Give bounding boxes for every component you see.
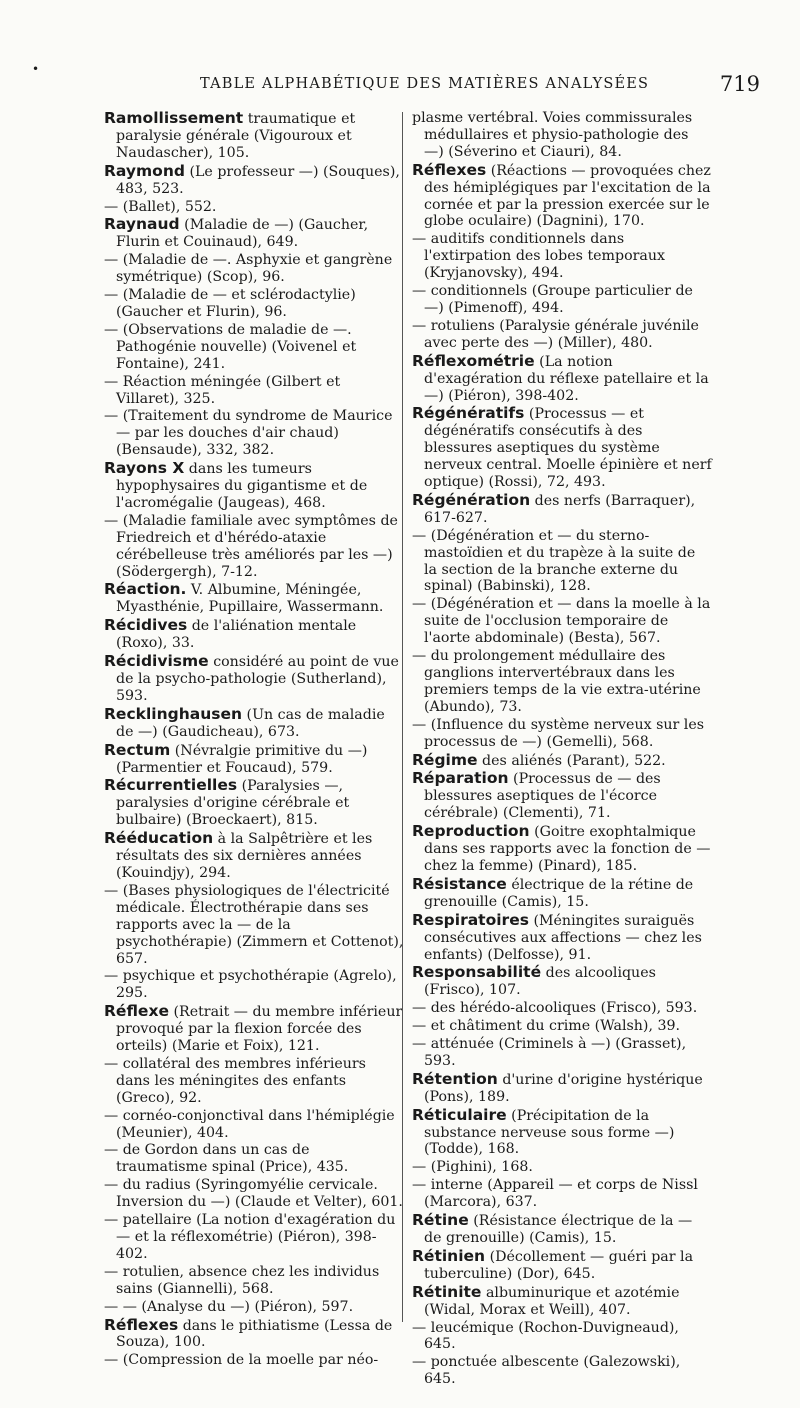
index-entry [104, 617, 404, 652]
column-rule [402, 112, 403, 1322]
entry-text: (Maladie de —) (Gaucher, Flurin et Couinaud), 649. [116, 217, 369, 251]
index-entry [412, 1284, 712, 1319]
entry-text: — (Maladie familiale avec symptômes de Friedreich et d'hérédo-ataxie cérébelleuse très améliorés par les —) (Södergergh), 7-12. [104, 512, 398, 580]
index-entry [412, 752, 712, 770]
index-entry [412, 1159, 712, 1176]
entry-heading: Rayons X [104, 459, 185, 478]
running-title: TABLE ALPHABÉTIQUE DES MATIÈRES ANALYSÉES [200, 76, 650, 92]
entry-text: — (Bases physiologiques de l'électricité médicale. Électrothérapie dans ses rapports avec la — de la psychothérapie) (Zimmern et Cottenot), 657. [104, 882, 404, 967]
index-entry [104, 322, 404, 373]
index-entry [104, 706, 404, 741]
index-entry [104, 216, 404, 251]
index-entry [104, 883, 404, 968]
entry-text: (Méningites suraiguës consécutives aux affections — chez les enfants) (Delfosse), 91. [424, 912, 702, 963]
index-entry [412, 405, 712, 491]
index-entry [104, 1317, 404, 1352]
entry-text: — auditifs conditionnels dans l'extirpation des lobes temporaux (Kryjanovsky), 494. [412, 231, 665, 282]
margin-mark: • [32, 62, 40, 76]
entry-text: (Retrait — du membre inférieur provoqué par la flexion forcée des orteils) (Marie et Foix), 121. [116, 1004, 403, 1055]
entry-text: — du radius (Syringomyélie cervicale. Inversion du —) (Claude et Velter), 601. [104, 1177, 403, 1211]
entry-text: — rotuliens (Paralysie générale juvénile avec perte des —) (Miller), 480. [412, 317, 699, 351]
entry-heading: Réticulaire [412, 1105, 507, 1124]
index-entry [104, 287, 404, 321]
index-entry [104, 1212, 404, 1263]
entry-text: (Processus de — des blessures aseptiques de l'écorce cérébrale) (Clementi), 71. [424, 771, 661, 822]
index-entry [412, 283, 712, 317]
index-entry [412, 717, 712, 751]
entry-text: traumatique et paralysie générale (Vigouroux et Naudascher), 105. [116, 111, 356, 161]
entry-heading: Régénératifs [412, 404, 525, 423]
index-entry [104, 460, 404, 512]
index-entry [412, 528, 712, 596]
index-entry [104, 581, 404, 616]
index-entry [412, 1354, 712, 1388]
entry-heading: Rectum [104, 740, 171, 759]
index-entry [412, 876, 712, 911]
entry-heading: Récidivisme [104, 652, 209, 671]
index-entry [412, 912, 712, 964]
index-entry [104, 513, 404, 581]
left-column [104, 110, 404, 1370]
entry-text: — conditionnels (Groupe particulier de —) (Pimenoff), 494. [412, 283, 693, 316]
entry-text: (Décollement — guéri par la tuberculine) (Dor), 645. [424, 1248, 694, 1282]
entry-heading: Ramollissement [104, 109, 244, 127]
page-header [100, 72, 760, 98]
index-entry [104, 110, 404, 162]
entry-text: — interne (Appareil — et corps de Nissl (Marcora), 637. [412, 1177, 698, 1211]
index-entry [104, 830, 404, 882]
index-entry [104, 1142, 404, 1176]
entry-text: des nerfs (Barraquer), 617-627. [424, 492, 696, 526]
entry-heading: Rétinien [412, 1246, 486, 1265]
entry-heading: Rétention [412, 1069, 498, 1088]
index-entry [104, 653, 404, 705]
index-entry [412, 492, 712, 527]
entry-heading: Rétine [412, 1211, 469, 1230]
entry-text: — (Traitement du syndrome de Maurice — par les douches d'air chaud) (Bensaude), 332, 382. [104, 408, 393, 459]
entry-heading: Réflexes [104, 1315, 179, 1334]
entry-text: — atténuée (Criminels à —) (Grasset), 593. [412, 1036, 687, 1069]
index-entry [104, 777, 404, 829]
index-entry [412, 823, 712, 875]
entry-text: — (Observations de maladie de —. Pathogénie nouvelle) (Voivenel et Fontaine), 241. [104, 321, 357, 372]
entry-text: — collatéral des membres inférieurs dans les méningites des enfants (Greco), 92. [104, 1055, 366, 1106]
entry-text: (Névralgie primitive du —) (Parmentier et Foucaud), 579. [116, 742, 368, 776]
entry-text: (Précipitation de la substance nerveuse sous forme —) (Todde), 168. [424, 1107, 675, 1158]
entry-text: — (Compression de la moelle par néo- [104, 1352, 379, 1369]
entry-heading: Résistance [412, 874, 507, 893]
entry-heading: Régime [412, 750, 478, 769]
entry-text: (Goitre exophtalmique dans ses rapports avec la fonction de — chez la femme) (Pinard), 185. [424, 824, 711, 874]
entry-text: albuminurique et azotémie (Widal, Morax et Weill), 407. [424, 1284, 680, 1318]
entry-text: — de Gordon dans un cas de traumatisme spinal (Price), 435. [104, 1142, 349, 1176]
page-number: 719 [719, 72, 760, 96]
entry-text: des alcooliques (Frisco), 107. [424, 965, 656, 999]
index-entry [104, 1299, 404, 1316]
entry-text: — rotulien, absence chez les individus sains (Giannelli), 568. [104, 1263, 380, 1297]
index-entry [412, 110, 712, 161]
index-entry [412, 231, 712, 282]
entry-text: à la Salpêtrière et les résultats des six dernières années (Kouindjy), 294. [116, 831, 373, 881]
entry-heading: Recklinghausen [104, 704, 243, 723]
index-entry [412, 1018, 712, 1035]
entry-text: — ponctuée albescente (Galezowski), 645. [412, 1354, 681, 1388]
entry-heading: Rééducation [104, 829, 214, 848]
index-entry [104, 1177, 404, 1211]
index-entry [104, 1056, 404, 1107]
entry-text: des aliénés (Parant), 522. [482, 752, 666, 769]
entry-heading: Raymond [104, 161, 185, 180]
entry-text: d'urine d'origine hystérique (Pons), 189. [424, 1071, 703, 1105]
entry-text: — (Dégénération et — dans la moelle à la suite de l'occlusion temporaire de l'aorte abdominale) (Besta), 567. [412, 596, 711, 647]
index-entry [104, 252, 404, 286]
entry-text: (Réactions — provoquées chez des hémiplégiques par l'excitation de la cornée et par la pression exercée sur le globe oculaire) (Dagnini), 170. [424, 162, 711, 230]
entry-text: (Processus — et dégénératifs consécutifs à des blessures aseptiques du système nerveux central. Moelle épinière et nerf optique) (Rossi), 72, 493. [424, 406, 712, 491]
index-entry [412, 1071, 712, 1106]
entry-text: (Le professeur —) (Souques), 483, 523. [116, 163, 400, 197]
entry-text: — cornéo-conjonctival dans l'hémiplégie (Meunier), 404. [104, 1107, 395, 1141]
entry-heading: Rétinite [412, 1282, 482, 1301]
index-entry [104, 1264, 404, 1298]
entry-text: — leucémique (Rochon-Duvigneaud), 645. [412, 1319, 679, 1353]
entry-heading: Respiratoires [412, 910, 529, 929]
entry-text: — — (Analyse du —) (Piéron), 597. [104, 1298, 354, 1315]
index-entry [412, 1212, 712, 1247]
entry-text: — psychique et psychothérapie (Agrelo), 295. [104, 968, 397, 1002]
index-entry [412, 318, 712, 352]
entry-text: — des hérédo-alcooliques (Frisco), 593. [412, 1000, 698, 1017]
entry-heading: Responsabilité [412, 963, 542, 982]
index-entry [412, 1177, 712, 1211]
index-entry [104, 968, 404, 1002]
entry-text: (Un cas de maladie de —) (Gaudicheau), 673. [116, 706, 385, 740]
index-entry [412, 1248, 712, 1283]
index-entry [104, 1003, 404, 1055]
entry-text: V. Albumine, Méningée, Myasthénie, Pupillaire, Wassermann. [116, 582, 384, 616]
index-entry [104, 163, 404, 198]
entry-heading: Régénération [412, 490, 531, 509]
entry-text: dans le pithiatisme (Lessa de Souza), 100. [116, 1317, 393, 1351]
entry-text: — (Ballet), 552. [104, 198, 217, 215]
index-entry [104, 199, 404, 216]
index-entry [104, 374, 404, 408]
entry-text: — du prolongement médullaire des ganglions intervertébraux dans les premiers temps de la vie extra-utérine (Abundo), 73. [412, 648, 701, 715]
index-entry [412, 1320, 712, 1354]
index-entry [412, 1107, 712, 1159]
entry-heading: Réflexométrie [412, 351, 535, 370]
entry-text: de l'aliénation mentale (Roxo), 33. [116, 618, 357, 652]
index-entry [104, 1352, 404, 1369]
index-entry [412, 1036, 712, 1070]
entry-text: considéré au point de vue de la psycho-pathologie (Sutherland), 593. [116, 654, 399, 704]
entry-text: — patellaire (La notion d'exagération du — et la réflexométrie) (Piéron), 398-402. [104, 1212, 396, 1262]
entry-text: — (Maladie de —. Asphyxie et gangrène symétrique) (Scop), 96. [104, 252, 393, 286]
entry-text: (Résistance électrique de la — de grenouille) (Camis), 15. [424, 1213, 693, 1246]
entry-text: — (Dégénération et — du sterno-mastoïdien et du trapèze à la suite de la section de la branche externe du spinal) (Babinski), 128. [412, 527, 696, 595]
entry-text: — (Influence du système nerveux sur les processus de —) (Gemelli), 568. [412, 716, 705, 750]
entry-heading: Récidives [104, 616, 188, 635]
entry-text: — et châtiment du crime (Walsh), 39. [412, 1018, 681, 1035]
entry-text: — (Maladie de — et sclérodactylie) (Gaucher et Flurin), 96. [104, 287, 356, 320]
entry-heading: Réflexe [104, 1002, 169, 1021]
index-entry [412, 353, 712, 405]
index-entry [412, 648, 712, 716]
entry-heading: Reproduction [412, 822, 530, 841]
right-column [412, 110, 712, 1389]
entry-text: — (Pighini), 168. [412, 1159, 533, 1176]
index-entry [412, 770, 712, 822]
entry-heading: Réparation [412, 769, 509, 788]
index-entry [412, 1000, 712, 1017]
entry-text: électrique de la rétine de grenouille (Camis), 15. [424, 876, 694, 910]
entry-heading: Réflexes [412, 160, 487, 179]
entry-heading: Réaction. [104, 580, 187, 599]
index-entry [104, 742, 404, 777]
index-entry [412, 964, 712, 999]
index-entry [412, 162, 712, 231]
entry-text: (La notion d'exagération du réflexe patellaire et la —) (Piéron), 398-402. [424, 353, 709, 404]
entry-text: plasme vertébral. Voies commissurales médullaires et physio-pathologie des —) (Séverino et Ciauri), 84. [412, 110, 693, 160]
entry-text: dans les tumeurs hypophysaires du gigantisme et de l'acromégalie (Jaugeas), 468. [116, 461, 368, 511]
entry-heading: Raynaud [104, 215, 180, 234]
index-entry [104, 408, 404, 459]
entry-heading: Récurrentielles [104, 776, 238, 795]
entry-text: — Réaction méningée (Gilbert et Villaret), 325. [104, 373, 341, 407]
index-entry [104, 1108, 404, 1142]
index-entry [412, 596, 712, 647]
entry-text: (Paralysies —, paralysies d'origine cérébrale et bulbaire) (Broeckaert), 815. [116, 778, 350, 829]
